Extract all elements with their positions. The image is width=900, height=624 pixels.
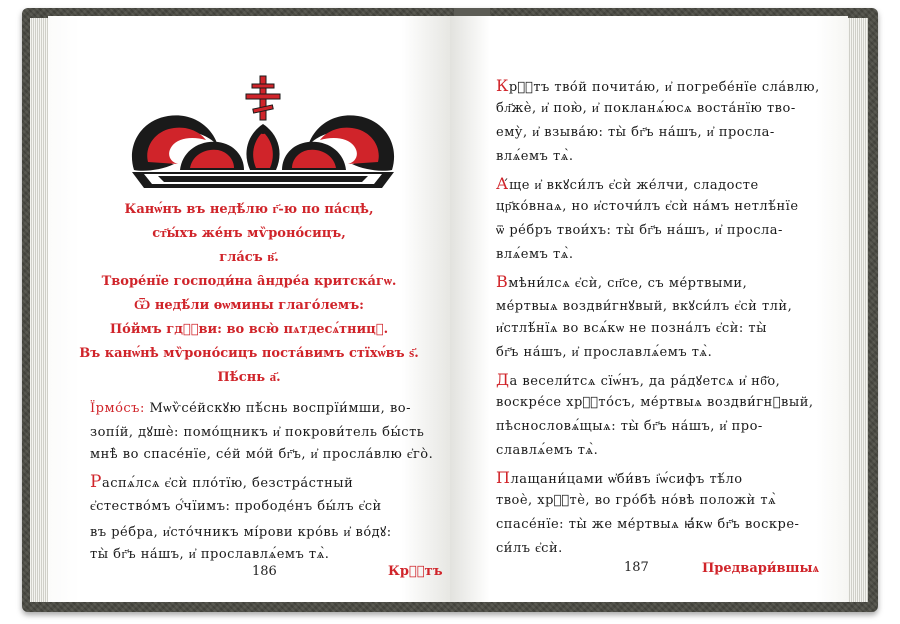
- text-line: ему̀, и҆ взыва́ю: ты̀ бг҃ъ на́шъ, и҆ просла-: [496, 125, 775, 140]
- text-line: ты̀ бг҃ъ на́шъ, и҆ прославлѧ́емъ тѧ̀.: [90, 547, 330, 562]
- text-line: влѧ́емъ тѧ̀.: [496, 247, 574, 262]
- text-line: Да весели́тсѧ сїѡ́нъ, да ра́дꙋетсѧ и҆ нб҃о,: [496, 370, 781, 389]
- rubric-line-1: Ѿ недѣ́ли ѳѡмины глаго́лемъ:: [134, 298, 364, 313]
- tone-label: гла́съ в҃.: [219, 250, 279, 265]
- text-line: пѣснословѧ́щыѧ: ты̀ бг҃ъ на́шъ, и҆ про-: [496, 419, 763, 434]
- text-line: зопі́й, дꙋшѐ: помо́щникъ и҆ покрови́тель бы́сть: [90, 425, 425, 440]
- text-line: спасе́нїе: ты̀ же ме́ртвыѧ ꙗ҆́кѡ бг҃ъ воскре-: [496, 517, 800, 532]
- text-line: Вмѣни́лсѧ є҆сѝ, сп҃се, съ ме́ртвыми,: [496, 272, 748, 291]
- text-line: мнѣ̀ во спасе́нїе, се́й мо́й бг҃ъ, и҆ просла́влю є҆го̀.: [90, 447, 434, 462]
- text-line: А́ще и҆ вкꙋси́лъ є҆сѝ же́лчи, сладосте: [496, 174, 759, 193]
- text-line: воскре́се хрⷭ҇то́съ, ме́ртвыѧ воздви́гнꙋвый,: [496, 395, 814, 410]
- canon-title-line-2: ст҃ы́хъ же́нъ мѷроно́сицъ,: [152, 226, 346, 241]
- catchword: Крⷭ҇тъ: [388, 564, 443, 579]
- catchword: Предвари́вшыѧ: [702, 561, 820, 576]
- text-line: Плащани́цами ѡ҆би́въ і҆ѡ́сифъ тѣ́ло: [496, 468, 743, 487]
- headpiece-ornament: [122, 74, 404, 196]
- left-page: [48, 16, 450, 602]
- page-number: 187: [624, 560, 649, 575]
- orthodox-cross-icon: [246, 76, 280, 120]
- text-line: ѿ ре́бръ твои́хъ: ты̀ бг҃ъ на́шъ, и҆ просла-: [496, 223, 783, 238]
- text-line: ме́ртвыѧ воздви́гнꙋвый, вкꙋси́лъ є҆сѝ тлѝ,: [496, 299, 793, 314]
- text-line: Їрмо́съ: Мѡѷсе́йскꙋю пѣ́снь воспрїи́мши, во-: [90, 401, 411, 416]
- ode-title: Пѣ́снь а҃.: [217, 370, 281, 385]
- text-line: цр҃ко́внаѧ, но и҆сточи́лъ є҆сѝ на́мъ нетлѣ́нїе: [496, 199, 799, 214]
- author-line: Творе́нїе господи́на а̑ндре́а критска́гѡ.: [101, 274, 397, 289]
- text-line: и҆стлѣ́нїѧ во всѧ́кѡ не позна́лъ є҆сѝ: ты̀: [496, 321, 767, 336]
- text-line: Распѧ́лсѧ є҆сѝ пло́тїю, безстра́стный: [90, 472, 354, 492]
- text-line: въ ре́бра, и҆сто́чникъ мі́рови кро́вь и҆ во́дꙋ:: [90, 525, 392, 540]
- text-line: бл҃жѐ, и҆ пою̀, и҆ покланѧ́юсѧ воста́нїю тво-: [496, 101, 796, 116]
- text-line: влѧ́емъ тѧ̀.: [496, 149, 574, 164]
- page-edges-left: [30, 18, 48, 602]
- canon-title-line-1: Канѡ́нъ въ недѣ́лю г҃-ю по па́сцѣ,: [124, 202, 374, 217]
- text-line: Крⷭ҇тъ тво́й почита́ю, и҆ погребе́нїе сла́влю,: [496, 76, 820, 95]
- page-number: 186: [252, 564, 277, 579]
- rubric-line-2: По́ймъ гдⷭ҇ви: во всю̀ пѧтдесѧ́тницꙋ.: [109, 322, 389, 337]
- text-line: бг҃ъ на́шъ, и҆ прославлѧ́емъ тѧ̀.: [496, 345, 713, 360]
- right-page: [450, 16, 848, 602]
- rubric-line-3: Въ канѡ́нѣ мѷроно́сицъ поста́вимъ стїхѡ́въ ѕ҃.: [79, 346, 419, 361]
- text-line: твоѐ, хрⷭ҇тѐ, во гро́бѣ но́вѣ положѝ тѧ̀: [496, 493, 777, 508]
- text-line: є҆стество́мъ ѻ҆́чїимъ: прободе́нъ бы́лъ є҆сѝ: [90, 499, 382, 514]
- page-edges-right: [848, 18, 868, 602]
- text-line: славлѧ́емъ тѧ̀.: [496, 443, 599, 458]
- text-line: си́лъ є҆сѝ.: [496, 541, 563, 556]
